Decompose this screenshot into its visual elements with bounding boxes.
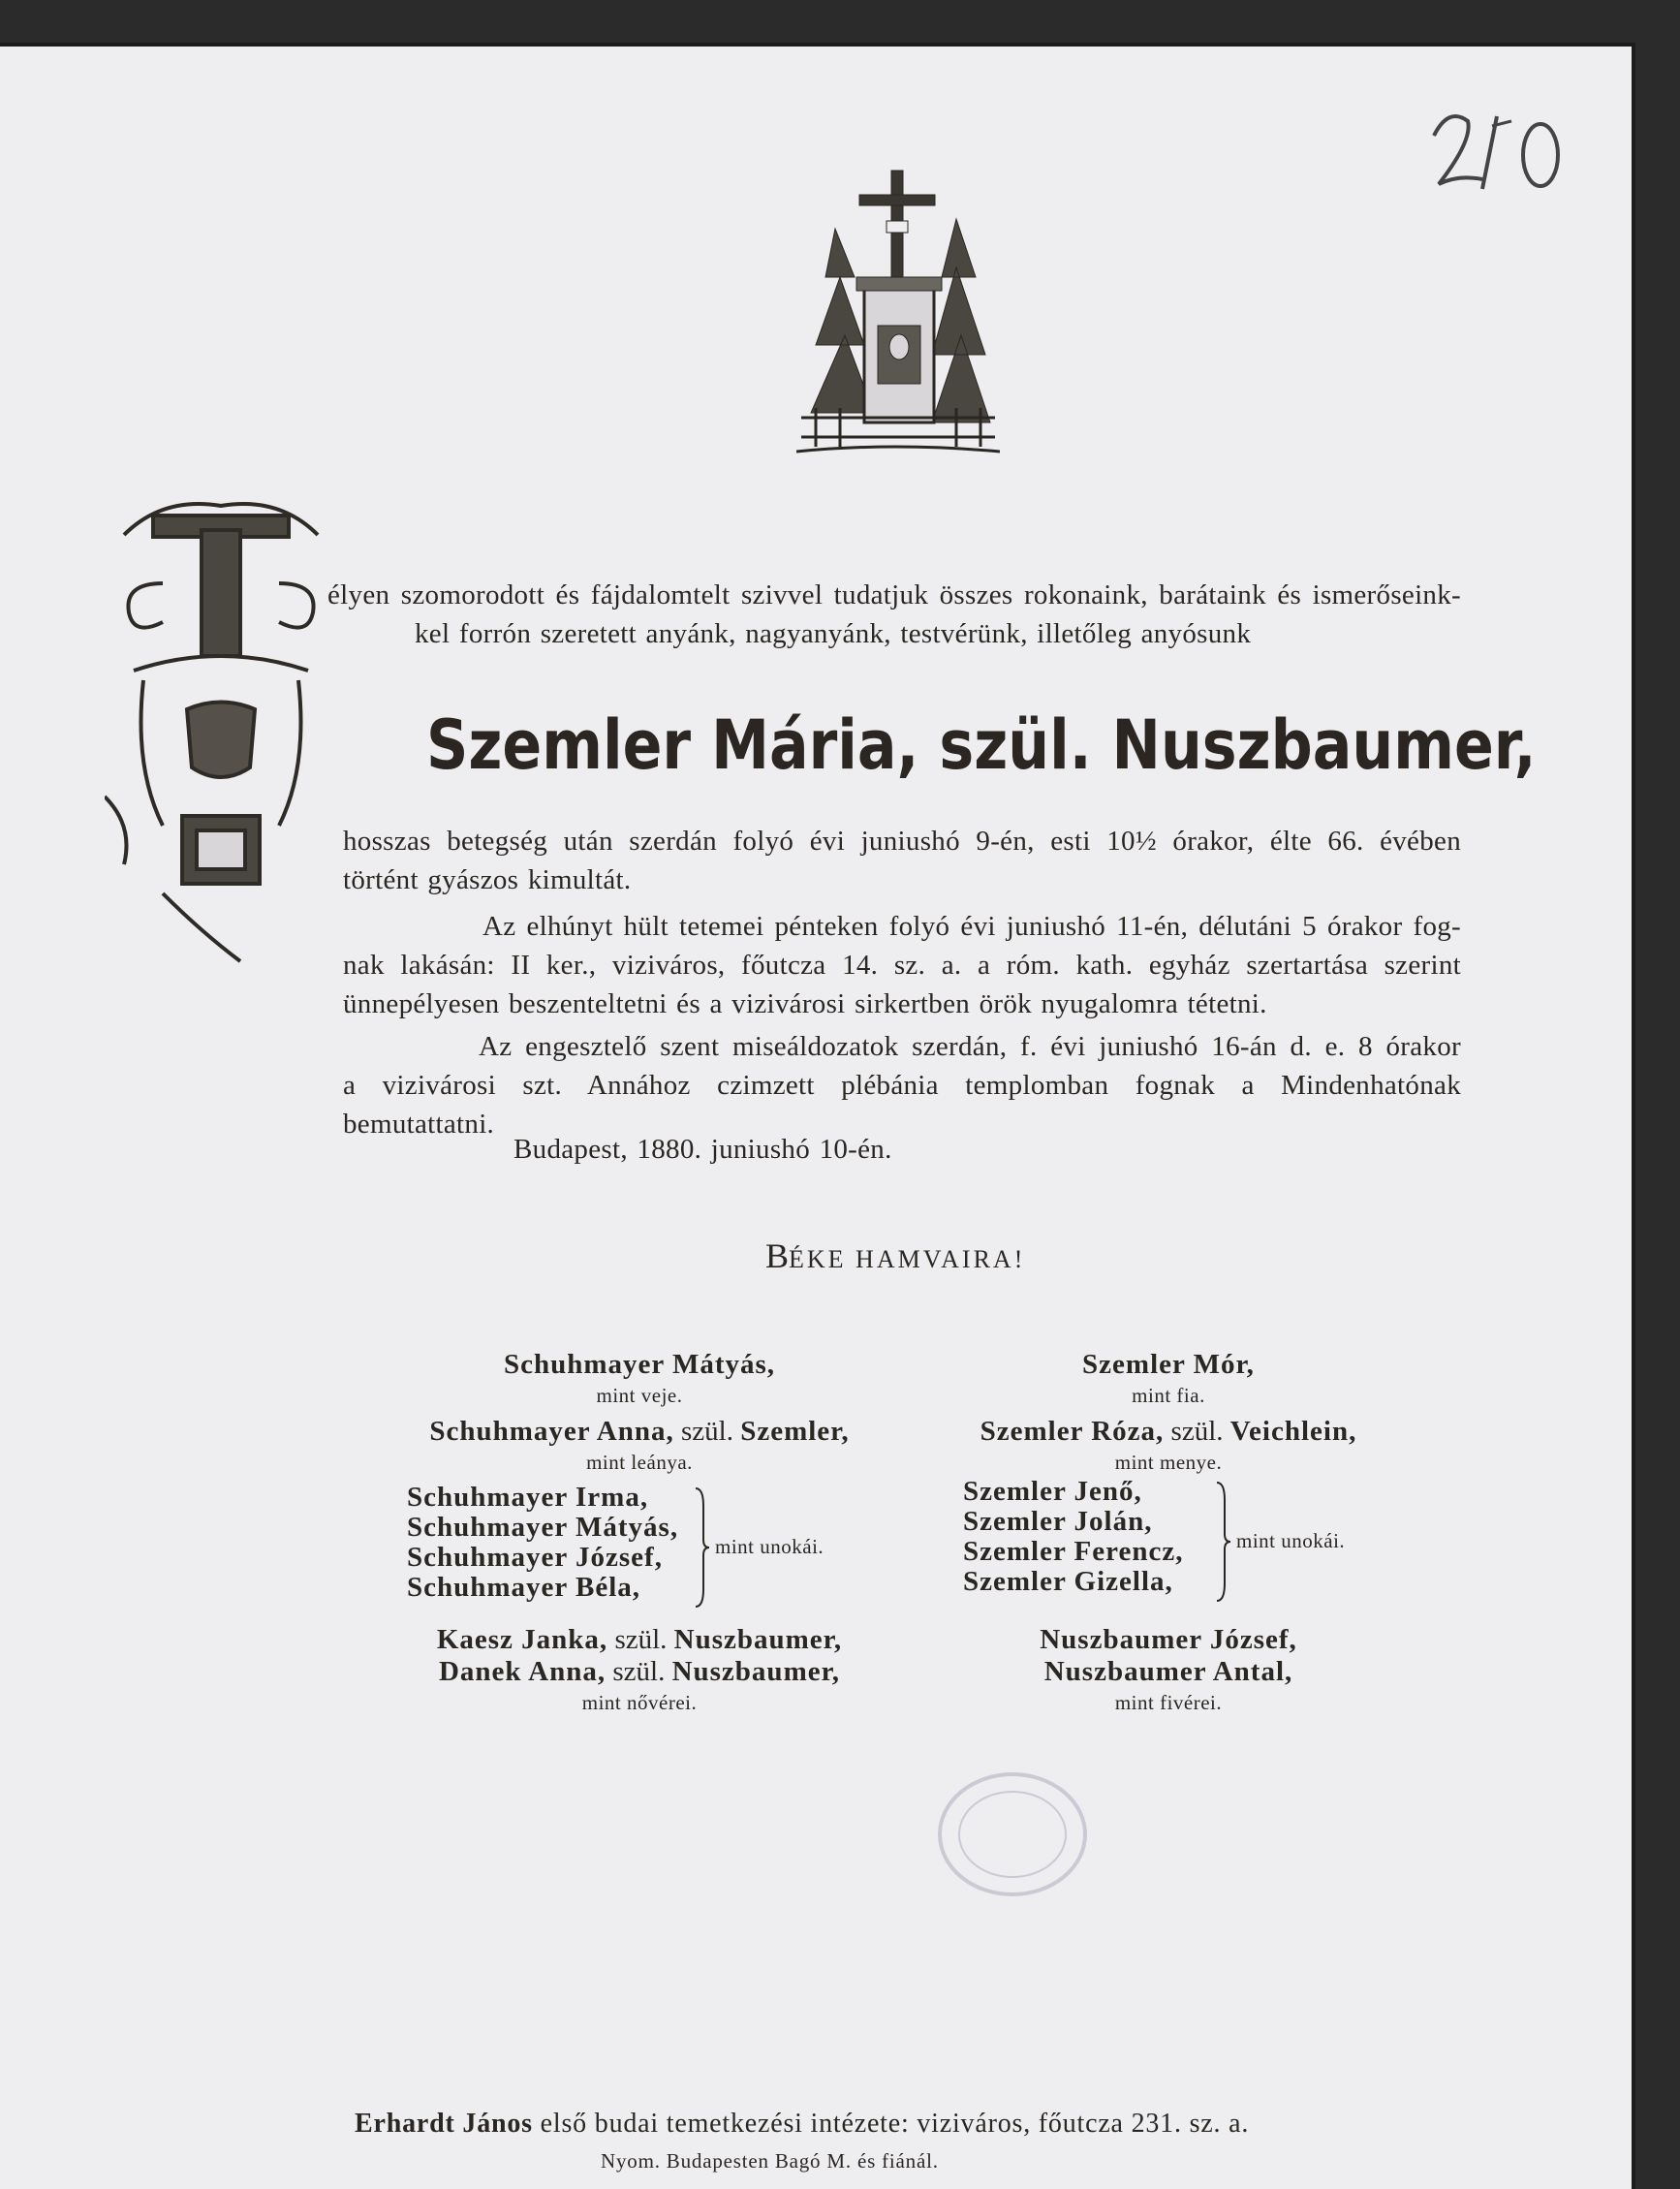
funeral-line-3: ünnepélyesen beszenteltetni és a vizivárosi sirkertben örök nyugalomra tétetni.	[343, 988, 1267, 1019]
grandchild-name: Szemler Gizella,	[963, 1566, 1173, 1597]
brothers-relation: mint fivérei.	[1114, 1691, 1223, 1714]
mourner-name-married: Schuhmayer Anna, szül. Szemler,	[429, 1416, 850, 1447]
undertaker-line	[355, 2109, 1323, 2140]
grandchild-name: Schuhmayer József,	[407, 1542, 663, 1573]
illness-line-1: hosszas betegség után szerdán folyó évi juniushó 9-én, esti 10½ órakor, élte 66. évében	[343, 826, 1461, 857]
place-date: Budapest, 1880. juniushó 10-én.	[513, 1134, 892, 1165]
undertaker-name: Erhardt János	[355, 2109, 533, 2139]
grandchildren-relation: mint unokái.	[1236, 1529, 1346, 1552]
grandchild-name: Szemler Jenő,	[963, 1476, 1142, 1507]
brace-icon	[694, 1486, 711, 1609]
deceased-name: Szemler Mária, szül. Nuszbaumer,	[426, 705, 1537, 785]
mourner-relation: mint veje.	[596, 1384, 683, 1407]
handwritten-number	[1415, 97, 1570, 203]
mourner-relation: mint leánya.	[586, 1451, 693, 1474]
mourners-left-column	[368, 1349, 911, 1723]
farewell-rest: ÉKE HAMVAIRA!	[789, 1245, 1026, 1273]
mourners-right-column	[897, 1349, 1440, 1723]
grandchild-name: Schuhmayer Béla,	[407, 1572, 641, 1603]
grandchildren-group	[368, 1483, 911, 1616]
grandchild-name: Szemler Jolán,	[963, 1506, 1153, 1537]
sisters-relation: mint nővérei.	[581, 1691, 698, 1714]
grandchild-name: Schuhmayer Irma,	[407, 1482, 649, 1513]
mourner-name-married: Szemler Róza, szül. Veichlein,	[980, 1416, 1357, 1447]
mourner-relation: mint menye.	[1114, 1451, 1223, 1474]
brother-name: Nuszbaumer József,	[1040, 1624, 1297, 1655]
mourner-name: Schuhmayer Mátyás,	[503, 1349, 776, 1380]
mass-line-1: Az engesztelő szent miseáldozatok szerdán, f. évi juniushó 16-án d. e. 8 órakor	[479, 1031, 1461, 1062]
faded-library-stamp	[930, 1762, 1095, 1907]
funeral-line-2: nak lakásán: II ker., viziváros, főutcza 14. sz. a. a róm. kath. egyház szertartása szerint	[343, 950, 1461, 981]
printer-line: Nyom. Budapesten Bagó M. és fiánál.	[601, 2149, 939, 2173]
undertaker-details: első budai temetkezési intézete: viziváros, főutcza 231. sz. a.	[532, 2109, 1250, 2139]
ornamental-initial-letter	[105, 477, 337, 981]
intro-line-2: kel forrón szeretett anyánk, nagyanyánk, testvérünk, illetőleg anyósunk	[415, 618, 1252, 649]
document-page	[0, 43, 1635, 2189]
cross-monument-illustration	[796, 161, 1000, 461]
mass-line-2: a vizivárosi szt. Annához czimzett plébánia templomban fognak a Mindenhatónak bemutattatni.	[343, 1070, 1461, 1140]
grandchild-name: Schuhmayer Mátyás,	[407, 1512, 679, 1543]
sister-name: Kaesz Janka, szül. Nuszbaumer,	[436, 1624, 843, 1655]
grandchild-name: Szemler Ferencz,	[963, 1536, 1184, 1567]
intro-line-1: élyen szomorodott és fájdalomtelt szivvel tudatjuk összes rokonaink, barátaink és ismerőseink-	[327, 579, 1461, 610]
grandchildren-relation: mint unokái.	[715, 1535, 824, 1558]
brace-icon	[1215, 1481, 1232, 1603]
grandchildren-group	[897, 1476, 1440, 1616]
brother-name: Nuszbaumer Antal,	[1043, 1656, 1293, 1687]
sister-name: Danek Anna, szül. Nuszbaumer,	[438, 1656, 841, 1687]
funeral-line-1: Az elhúnyt hült tetemei pénteken folyó évi juniushó 11-én, délutáni 5 órakor fog-	[482, 911, 1461, 942]
mourner-name: Szemler Mór,	[1082, 1349, 1255, 1380]
illness-line-2: történt gyászos kimultát.	[343, 864, 632, 895]
farewell-initial: B	[765, 1236, 790, 1275]
mourner-relation: mint fia.	[1132, 1384, 1205, 1407]
farewell-heading	[765, 1238, 1075, 1277]
